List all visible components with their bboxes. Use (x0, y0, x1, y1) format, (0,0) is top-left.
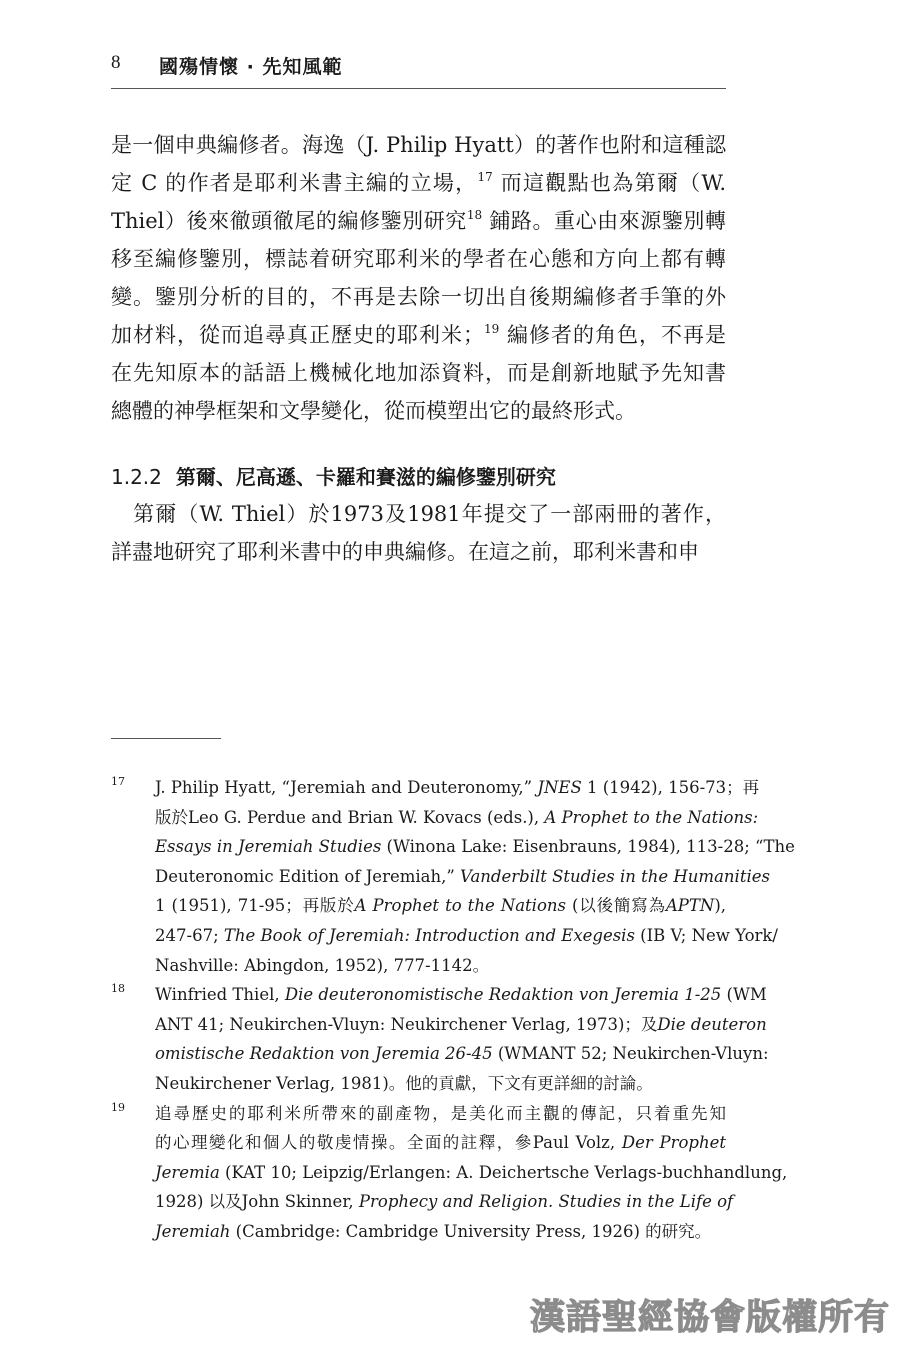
footnote-line (155, 1010, 767, 1040)
body-paragraph-2 (111, 495, 726, 571)
text-run: Neukirchener Verlag, 1981)。他的貢獻，下文有更詳細的討論。 (155, 1073, 653, 1093)
page-number: 8 (111, 52, 121, 73)
text-run: Thiel）後來徹頭徹尾的編修鑒別研究 (111, 209, 467, 233)
footnote-line (155, 1158, 788, 1188)
italic-title: Der Prophet (621, 1133, 726, 1153)
footnote-line (155, 1039, 769, 1069)
italic-title: Essays in Jeremiah Studies (155, 837, 382, 857)
text-run: Nashville: Abingdon, 1952), 777-1142。 (155, 955, 490, 975)
footnote-line (155, 951, 726, 981)
text-line (111, 316, 726, 354)
italic-title: Jeremia (155, 1162, 220, 1182)
italic-title: APTN (665, 896, 715, 916)
italic-title: The Book of Jeremiah: Introduction and Exegesis (223, 925, 635, 945)
footnote-divider (111, 738, 221, 739)
footnote-reference: 17 (477, 170, 493, 184)
text-line (111, 533, 726, 571)
footnote-17 (111, 773, 795, 980)
footnote-18 (111, 980, 769, 1098)
text-line (111, 495, 726, 533)
footnote-line (155, 1187, 734, 1217)
text-run: 1928) 以及John Skinner, (155, 1192, 359, 1212)
footnote-number: 17 (111, 775, 125, 788)
section-heading (111, 461, 726, 490)
text-run: 247-67; (155, 925, 224, 945)
text-run: 是一個申典編修者。海逸（J. Philip Hyatt）的著作也附和這種認 (111, 133, 726, 157)
text-run: ANT 41; Neukirchen-Vluyn: Neukirchener Verlag, 1973)；及 (155, 1014, 658, 1034)
text-run: 追尋歷史的耶利米所帶來的副產物，是美化而主觀的傳記，只着重先知 (155, 1103, 726, 1123)
italic-title: Prophecy and Religion. Studies in the Life of (358, 1192, 734, 1212)
running-header (111, 50, 726, 89)
italic-title: omistische Redaktion von Jeremia 26-45 (155, 1044, 493, 1064)
text-run: 總體的神學框架和文學變化，從而模塑出它的最終形式。 (111, 399, 636, 423)
footnote-line (155, 832, 795, 862)
text-run: (以後簡寫為 (565, 896, 666, 916)
text-run: J. Philip Hyatt, “Jeremiah and Deuteronomy,” (155, 778, 538, 797)
text-line (111, 126, 726, 164)
footnote-line (155, 773, 760, 803)
italic-title: A Prophet to the Nations: (544, 807, 759, 827)
text-run: 第爾（W. Thiel）於1973及1981年提交了一部兩冊的著作， (111, 502, 726, 526)
text-run: (Cambridge: Cambridge University Press, 1926) 的研究。 (230, 1221, 712, 1241)
italic-title: A Prophet to the Nations (354, 896, 566, 916)
text-run: 1 (1942), 156-73；再 (581, 778, 760, 797)
running-title: 國殤情懷 · 先知風範 (159, 56, 343, 78)
footnote-line (155, 1099, 726, 1129)
text-run: 版於Leo G. Perdue and Brian W. Kovacs (eds.), (155, 807, 545, 827)
copyright-watermark: 漢語聖經協會版權所有 (529, 1298, 890, 1338)
footnote-line (155, 1217, 726, 1247)
text-run: 的心理變化和個人的敬虔情操。全面的註釋，參Paul Volz, (155, 1133, 622, 1153)
text-run: (Winona Lake: Eisenbrauns, 1984), 113-28; “The (381, 837, 795, 857)
footnote-line (155, 980, 767, 1010)
text-line (111, 240, 726, 278)
text-run: 而這觀點也為第爾（W. (492, 171, 727, 195)
text-line (111, 164, 726, 202)
footnote-reference: 18 (466, 208, 483, 222)
text-run: 1 (1951), 71-95；再版於 (155, 896, 355, 916)
text-run: 定 C 的作者是耶利米書主編的立場， (111, 171, 478, 195)
footnote-line (155, 862, 770, 892)
text-run: (IB V; New York/ (634, 925, 778, 945)
footnote-line (155, 891, 726, 921)
text-run: (KAT 10; Leipzig/Erlangen: A. Deichertsche Verlags-buchhandlung, (219, 1162, 788, 1182)
footnote-line (155, 803, 759, 833)
footnote-line (155, 1128, 726, 1158)
text-run: (WMANT 52; Neukirchen-Vluyn: (492, 1044, 769, 1064)
text-line (111, 392, 726, 430)
text-run: 加材料，從而追尋真正歷史的耶利米； (111, 323, 485, 347)
footnote-line (155, 921, 778, 951)
footnote-reference: 19 (484, 322, 500, 336)
text-run: 詳盡地研究了耶利米書中的申典編修。在這之前，耶利米書和申 (111, 540, 699, 564)
italic-title: Die deuteronomistische Redaktion von Jeremia 1-25 (284, 985, 722, 1005)
text-run: Winfried Thiel, (155, 985, 285, 1005)
footnote-line (155, 1069, 726, 1099)
italic-title: JNES (537, 778, 582, 797)
text-line (111, 202, 726, 240)
italic-title: Jeremiah (155, 1221, 231, 1241)
text-run: 變。鑒別分析的目的，不再是去除一切出自後期編修者手筆的外 (111, 285, 726, 309)
footnote-number: 18 (111, 982, 125, 996)
text-run: 移至編修鑒別，標誌着研究耶利米的學者在心態和方向上都有轉 (111, 247, 726, 271)
text-line (111, 354, 726, 392)
text-run: 編修者的角色，不再是 (499, 323, 726, 347)
section-number: 1.2.2 (111, 465, 162, 489)
italic-title: Die deuteron (657, 1014, 767, 1034)
italic-title: Vanderbilt Studies in the Humanities (460, 866, 770, 886)
body-paragraph-1 (111, 126, 726, 430)
text-run: ), (714, 896, 726, 916)
footnote-19 (111, 1099, 788, 1247)
text-line (111, 278, 726, 316)
footnote-number: 19 (111, 1100, 125, 1114)
text-run: 在先知原本的話語上機械化地加添資料，而是創新地賦予先知書 (111, 361, 726, 385)
section-title: 第爾、尼高遜、卡羅和賽滋的編修鑒別研究 (175, 465, 556, 489)
text-run: 鋪路。重心由來源鑒別轉 (482, 209, 726, 233)
text-run: (WM (721, 985, 767, 1005)
text-run: Deuteronomic Edition of Jeremiah,” (155, 866, 461, 886)
footnotes (111, 773, 795, 1247)
